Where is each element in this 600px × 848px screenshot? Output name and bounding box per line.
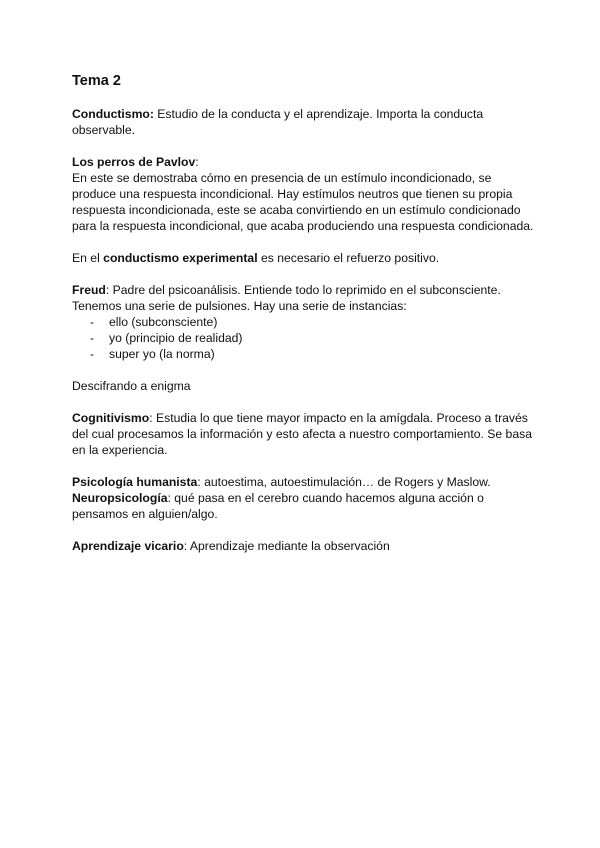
paragraph-neuropsicologia [72, 490, 534, 522]
dash-bullet: - [90, 315, 95, 329]
document-content [72, 72, 534, 570]
term-freud: Freud [72, 283, 106, 297]
paragraph-cognitivismo [72, 410, 534, 458]
paragraph-pavlov [72, 154, 534, 234]
dash-bullet: - [90, 347, 95, 361]
term-vicario: Aprendizaje vicario [72, 539, 184, 553]
term-pavlov: Los perros de Pavlov [72, 155, 196, 169]
paragraph-experimental [72, 250, 534, 266]
term-cognitivismo: Cognitivismo [72, 411, 150, 425]
dash-bullet: - [90, 331, 95, 345]
paragraph-freud [72, 282, 534, 362]
paragraph-humanista [72, 474, 534, 490]
term-conductismo: Conductismo: [72, 107, 154, 121]
list-item-text: super yo (la norma) [109, 347, 215, 361]
list-item-text: yo (principio de realidad) [109, 331, 243, 345]
list-item [72, 330, 534, 346]
list-item [72, 314, 534, 330]
pavlov-colon: : [195, 155, 199, 169]
text-neuropsicologia: : qué pasa en el cerebro cuando hacemos alguna acción o pensamos en alguien/algo. [72, 491, 484, 521]
paragraph-vicario [72, 538, 534, 554]
text-humanista: : autoestima, autoestimulación… de Rogers y Maslow. [197, 475, 491, 489]
list-item [72, 346, 534, 362]
text-conductismo: Estudio de la conducta y el aprendizaje. Importa la conducta observable. [72, 107, 484, 137]
paragraph-descifrando: Descifrando a enigma [72, 379, 191, 393]
page-title: Tema 2 [72, 73, 121, 89]
list-item-text: ello (subconsciente) [109, 315, 218, 329]
term-neuropsicologia: Neuropsicología [72, 491, 168, 505]
term-experimental: conductismo experimental [103, 251, 258, 265]
text-vicario: : Aprendizaje mediante la observación [183, 539, 390, 553]
freud-instances-list [72, 314, 534, 362]
text-freud: : Padre del psicoanálisis. Entiende todo lo reprimido en el subconsciente. Tenemos una serie de pulsiones. Hay una serie de instancias: [72, 283, 501, 313]
experimental-after: es necesario el refuerzo positivo. [257, 251, 440, 265]
text-cognitivismo: : Estudia lo que tiene mayor impacto en la amígdala. Proceso a través del cual procesamos la información y esto afecta a nuestro comportamiento. Se basa en la experiencia. [72, 411, 532, 457]
experimental-before: En el [72, 251, 104, 265]
paragraph-conductismo [72, 106, 534, 138]
text-pavlov: En este se demostraba cómo en presencia de un estímulo incondicionado, se produce una respuesta incondicional. Hay estímulos neutros que tienen su propia respuesta incondicionada, este se acaba convirtiendo en un estímulo condicionado para la respuesta incondicional, que acaba produciendo una respuesta condicionada. [72, 171, 534, 233]
term-humanista: Psicología humanista [72, 475, 198, 489]
